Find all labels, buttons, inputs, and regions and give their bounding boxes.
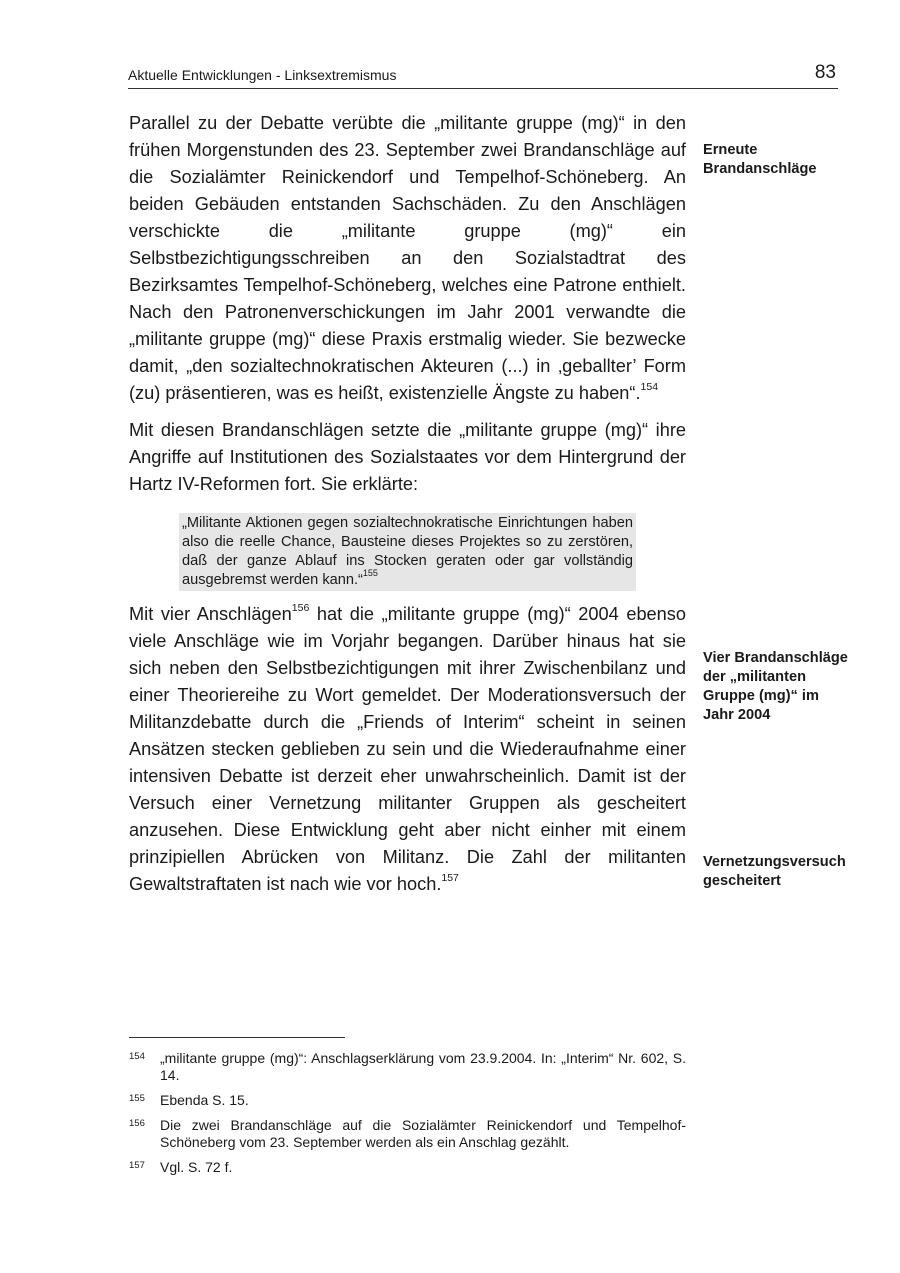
footnote-ref-155: 155	[362, 568, 378, 579]
footnotes	[129, 1050, 686, 1184]
footnote-number: 157	[129, 1160, 145, 1171]
page-number: 83	[814, 62, 836, 83]
margin-note-line: der „militanten	[703, 669, 806, 685]
paragraph-3-text-a: Mit vier Anschlägen	[129, 604, 292, 624]
footnote-number: 154	[129, 1051, 145, 1062]
quote-text: „Militante Aktionen gegen sozialtechnokratische Einrichtungen haben also die reelle Chance, Bausteine dieses Projektes so zu zerstören, daß der ganze Ablauf ins Stocken geraten oder gar vollständig ausgebremst werden kann.“	[182, 515, 633, 588]
footnote-155	[129, 1092, 686, 1109]
footnote-text: Ebenda S. 15.	[160, 1092, 249, 1108]
paragraph-2: Mit diesen Brandanschlägen setzte die „militante gruppe (mg)“ ihre Angriffe auf Institutionen des Sozialstaates vor dem Hintergrund der Hartz IV-Reformen fort. Sie erklärte:	[129, 420, 686, 494]
paragraph-1-text: Parallel zu der Debatte verübte die „militante gruppe (mg)“ in den frühen Morgenstunden des 23. September zwei Brandanschläge auf die Sozialämter Reinickendorf und Tempelhof-Schöneberg. An beiden Gebäuden entstanden Sachschäden. Zu den Anschlägen verschickte die „militante gruppe (mg)“ ein Selbstbezichtigungsschreiben an den Sozialstadtrat des Bezirksamtes Tempelhof-Schöneberg, welches eine Patrone enthielt. Nach den Patronenverschickungen im Jahr 2001 verwandte die „militante gruppe (mg)“ diese Praxis erstmalig wieder. Sie bezwecke damit, „den sozialtechnokratischen Akteuren (...) in ‚geballter’ Form (zu) präsentieren, was es heißt, existenzielle Ängste zu haben“.	[129, 113, 686, 403]
margin-note-vier-brandanschlaege	[703, 649, 848, 725]
paragraph-3-text-b: hat die „militante gruppe (mg)“ 2004 ebenso viele Anschläge wie im Vorjahr begangen. Darüber hinaus hat sie sich neben den Selbstbezichtigungen mit ihrer Zwischenbilanz und einer Theoriereihe zu Wort gemeldet. Der Moderationsversuch der Militanzdebatte durch die „Friends of Interim“ scheint in seinen Ansätzen stecken geblieben zu sein und die Wiederaufnahme einer intensiven Debatte ist derzeit eher unwahrscheinlich. Damit ist der Versuch einer Vernetzung militanter Gruppen als gescheitert anzusehen. Diese Entwicklung geht aber nicht einher mit einem prinzipiellen Abrücken von Militanz. Die Zahl der militanten Gewaltstraftaten ist nach wie vor hoch.	[129, 604, 686, 894]
footnote-text: „militante gruppe (mg)“: Anschlagserklärung vom 23.9.2004. In: „Interim“ Nr. 602, S. 14.	[160, 1050, 686, 1083]
footnote-number: 155	[129, 1093, 145, 1104]
footnote-157	[129, 1159, 686, 1176]
paragraph-3	[129, 601, 686, 898]
footnote-text: Die zwei Brandanschläge auf die Sozialämter Reinickendorf und Tempelhof-Schöneberg vom 23. September werden als ein Anschlag gezählt.	[160, 1117, 686, 1150]
margin-note-line: Brandanschläge	[703, 161, 817, 177]
footnote-ref-157: 157	[441, 871, 459, 884]
footnote-ref-156: 156	[291, 601, 310, 614]
running-header	[128, 62, 838, 89]
margin-note-erneute-brandanschlaege	[703, 141, 817, 179]
margin-note-line: gescheitert	[703, 873, 781, 889]
margin-note-vernetzungsversuch	[703, 853, 846, 891]
margin-note-line: Erneute	[703, 142, 758, 158]
header-title: Aktuelle Entwicklungen - Linksextremismus	[128, 67, 397, 83]
margin-note-line: Vier Brandanschläge	[703, 650, 848, 666]
footnote-154	[129, 1050, 686, 1084]
footnote-separator	[129, 1037, 345, 1038]
footnote-ref-154: 154	[640, 380, 659, 393]
margin-note-line: Gruppe (mg)“ im	[703, 688, 819, 704]
footnote-text: Vgl. S. 72 f.	[160, 1159, 233, 1175]
footnote-156	[129, 1117, 686, 1151]
margin-note-line: Jahr 2004	[703, 707, 771, 723]
main-text	[129, 110, 686, 898]
block-quote	[179, 513, 636, 591]
footnote-number: 156	[129, 1118, 145, 1129]
margin-note-line: Vernetzungsversuch	[703, 854, 846, 870]
paragraph-1	[129, 110, 686, 407]
